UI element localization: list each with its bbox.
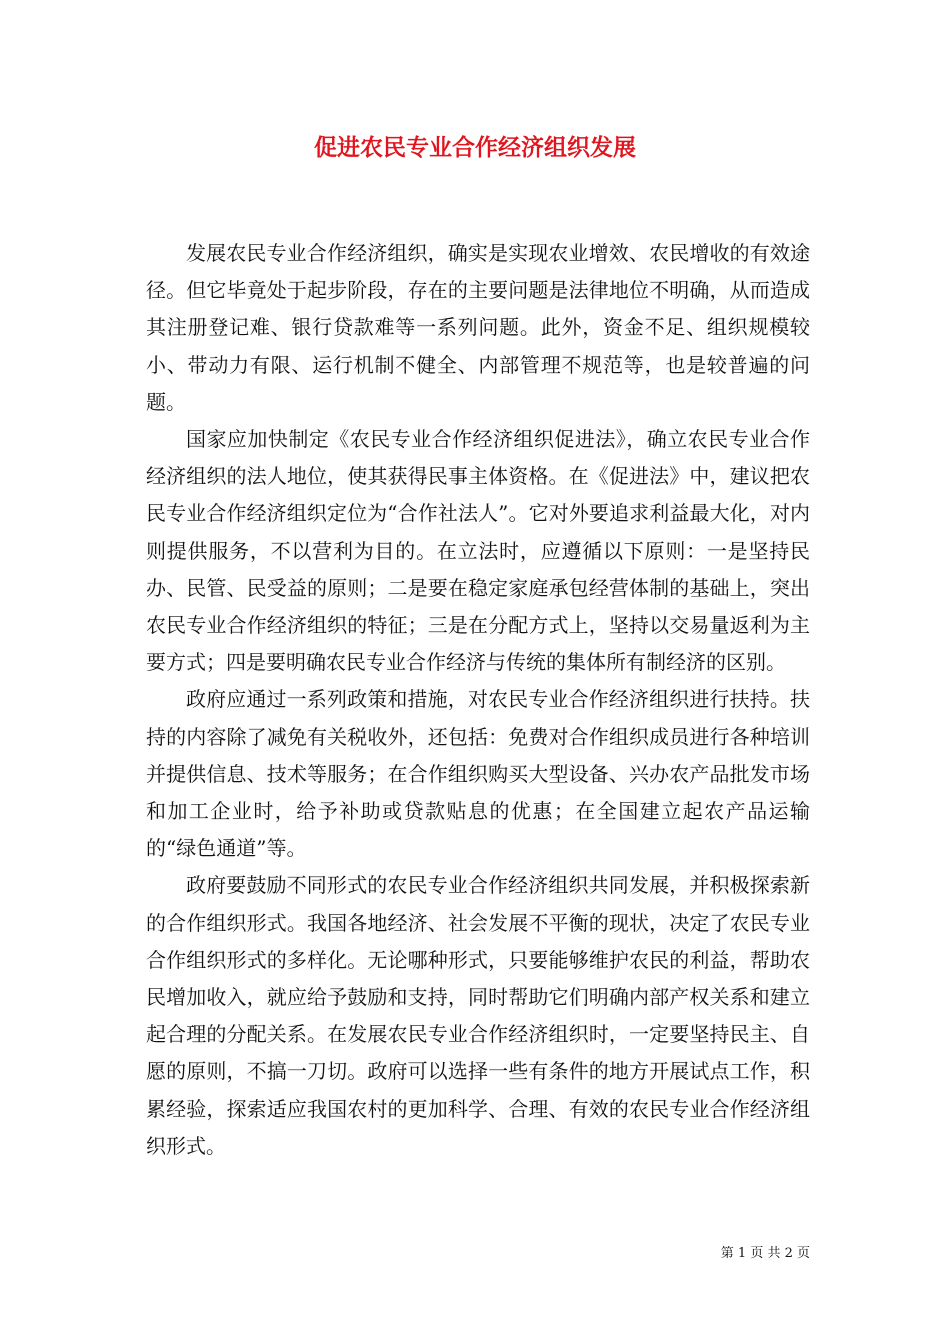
paragraph-4: 政府要鼓励不同形式的农民专业合作经济组织共同发展，并积极探索新的合作组织形式。我国各地经济、社会发展不平衡的现状，决定了农民专业合作组织形式的多样化。无论哪种形式，只要能够维护农民的利益，帮助农民增加收入，就应给予鼓励和支持，同时帮助它们明确内部产权关系和建立起合理的分配关系。在发展农民专业合作经济组织时，一定要坚持民主、自愿的原则，不搞一刀切。政府可以选择一些有条件的地方开展试点工作，积累经验，探索适应我国农村的更加科学、合理、有效的农民专业合作经济组织形式。: [146, 873, 810, 1158]
paragraph-1: 发展农民专业合作经济组织，确实是实现农业增效、农民增收的有效途径。但它毕竟处于起步阶段，存在的主要问题是法律地位不明确，从而造成其注册登记难、银行贷款难等一系列问题。此外，资金不足、组织规模较小、带动力有限、运行机制不健全、内部管理不规范等，也是较普遍的问题。: [146, 241, 810, 414]
paragraph-2: 国家应加快制定《农民专业合作经济组织促进法》，确立农民专业合作经济组织的法人地位，使其获得民事主体资格。在《促进法》中，建议把农民专业合作经济组织定位为“合作社法人”。它对外要追求利益最大化，对内则提供服务，不以营利为目的。在立法时，应遵循以下原则：一是坚持民办、民管、民受益的原则；二是要在稳定家庭承包经营体制的基础上，突出农民专业合作经济组织的特征；三是在分配方式上，坚持以交易量返利为主要方式；四是要明确农民专业合作经济与传统的集体所有制经济的区别。: [146, 427, 810, 675]
document-body: [146, 235, 810, 1165]
document-title: 促进农民专业合作经济组织发展: [314, 134, 636, 161]
paragraph-3: 政府应通过一系列政策和措施，对农民专业合作经济组织进行扶持。扶持的内容除了减免有关税收外，还包括：免费对合作组织成员进行各种培训并提供信息、技术等服务；在合作组织购买大型设备、兴办农产品批发市场和加工企业时，给予补助或贷款贴息的优惠；在全国建立起农产品运输的“绿色通道”等。: [146, 687, 810, 861]
page-number: 第 1 页 共 2 页: [720, 1246, 810, 1261]
